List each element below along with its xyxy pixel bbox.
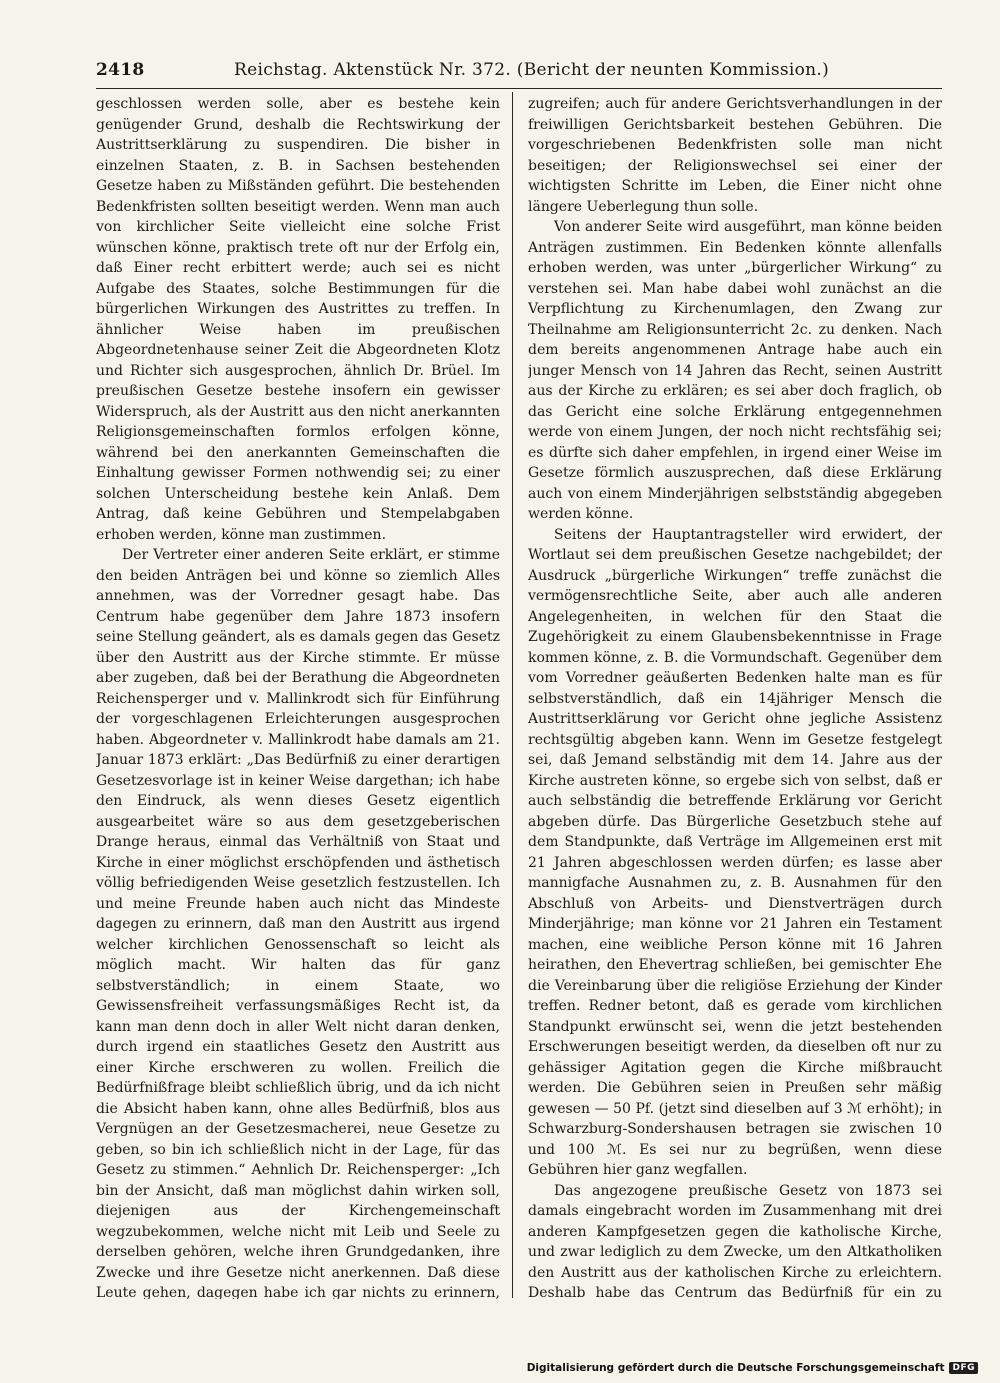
- right-column: [528, 94, 942, 1299]
- running-head: Reichstag. Aktenstück Nr. 372. (Bericht der neunten Kommission.): [234, 60, 830, 80]
- page-header: [96, 60, 942, 86]
- paragraph: Der Vertreter einer anderen Seite erklärt, er stimme den beiden Anträgen bei und könne so ziemlich Alles annehmen, was der Vorredner gesagt habe. Das Centrum habe gegenüber dem Jahre 1873 insofern seine Stellung geändert, als es damals gegen das Gesetz über den Austritt aus der Kirche stimmte. Er müsse aber zugeben, daß bei der Berathung die Abgeordneten Reichensperger und v. Mallinkrodt sich für Einführung der vorgeschlagenen Erleichterungen ausgesprochen haben. Abgeordneter v. Mallinkrodt habe damals am 21. Januar 1873 erklärt: „Das Bedürfniß zu einer derartigen Gesetzesvorlage ist in keiner Weise dargethan; ich habe den Eindruck, als wenn dieses Gesetz eigentlich ausgearbeitet wäre so aus dem gesetzgeberischen Drange heraus, einmal das Verhältniß von Staat und Kirche in einer möglichst erschöpfenden und ästhetisch völlig befriedigenden Weise gesetzlich festzustellen. Ich und meine Freunde haben auch nicht das Mindeste dagegen zu erinnern, daß man den Austritt aus irgend welcher kirchlichen Genossenschaft so leicht als möglich macht. Wir halten das für ganz selbstverständlich; in einem Staate, wo Gewissensfreiheit verfassungsmäßiges Recht ist, da kann man denn doch in aller Welt nicht daran denken, durch irgend ein staatliches Gesetz den Austritt aus einer Kirche erschweren zu wollen. Freilich die Bedürfnißfrage bleibt schließlich übrig, und da ich nicht die Absicht haben kann, ohne alles Bedürfniß, blos aus Vergnügen an der Gesetzesmacherei, neue Gesetze zu geben, so bin ich schließlich nicht in der Lage, für das Gesetz zu stimmen.“ Aehnlich Dr. Reichensperger: „Ich bin der Ansicht, daß man möglichst dahin wirken soll, diejenigen aus der Kirchengemeinschaft wegzubekommen, welche nicht mit Leib und Seele zu derselben gehören, welche ihren Grundgedanken, ihre Zwecke und ihre Gesetze nicht anerkennen. Daß diese Leute gehen, dagegen habe ich gar nichts zu erinnern,: [96, 547, 500, 1299]
- paragraph: Seitens der Hauptantragsteller wird erwidert, der Wortlaut sei dem preußischen Gesetze nachgebildet; der Ausdruck „bürgerliche Wirkungen“ treffe zunächst die vermögensrechtliche Seite, aber auch alle anderen Angelegenheiten, in welchen für den Staat die Zugehörigkeit zu einem Glaubensbekenntnisse in Frage kommen könne, z. B. die Vormundschaft. Gegenüber dem vom Vorredner geäußerten Bedenken halte man es für selbstverständlich, daß ein 14jähriger Mensch die Austrittserklärung vor Gericht ohne jegliche Assistenz rechtsgültig abgeben kann. Wenn im Gesetze festgelegt sei, daß Jemand selbständig mit dem 14. Jahre aus der Kirche austreten könne, so ergebe sich von selbst, daß er auch selbständig die betreffende Erklärung vor Gericht abgeben dürfe. Das Bürgerliche Gesetzbuch stehe auf dem Standpunkte, daß Verträge im Allgemeinen erst mit 21 Jahren abgeschlossen werden dürfen; es lasse aber mannigfache Ausnahmen zu, z. B. Ausnahmen für den Abschluß von Arbeits- und Dienstverträgen durch Minderjährige; man könne vor 21 Jahren ein Testament machen, eine weibliche Person könne mit 16 Jahren heirathen, den Ehevertrag schließen, bei gemischter Ehe die Vereinbarung über die religiöse Erziehung der Kinder treffen. Redner betont, daß es gerade vom kirchlichen Standpunkt erwünscht sei, wenn die jetzt bestehenden Erschwerungen beseitigt werden, da dieselben oft nur zu gehässiger Agitation gegen die Kirche mißbraucht werden. Die Gebühren seien in Preußen sehr mäßig gewesen — 50 Pf. (jetzt sind dieselben auf 3 ℳ erhöht); in Schwarzburg-Sondershausen betragen sie zwischen 10 und 100 ℳ. Es sei nur zu begrüßen, wenn diese Gebühren hier ganz wegfallen.: [528, 526, 942, 1178]
- dfg-logo: DFG: [949, 1362, 978, 1374]
- credit-text: Digitalisierung gefördert durch die Deutsche Forschungsgemeinschaft: [526, 1362, 945, 1374]
- column-divider: [512, 92, 513, 1298]
- page-number: 2418: [96, 60, 145, 80]
- paragraph: geschlossen werden solle, aber es bestehe kein genügender Grund, deshalb die Rechtswirkung der Austrittserklärung zu suspendiren. Die bisher in einzelnen Staaten, z. B. in Sachsen bestehenden Gesetze haben zu Mißständen geführt. Die bestehenden Bedenkfristen sollten beseitigt werden. Wenn man auch von kirchlicher Seite vielleicht eine solche Frist wünschen könne, praktisch trete oft nur der Erfolg ein, daß Einer recht erbittert werde; auch sei es nicht Aufgabe des Staates, solche Bestimmungen für die bürgerlichen Wirkungen des Austrittes zu treffen. In ähnlicher Weise haben im preußischen Abgeordnetenhause seiner Zeit die Abgeordneten Klotz und Richter sich ausgesprochen, ähnlich Dr. Brüel. Im preußischen Gesetze bestehe insofern ein gewisser Widerspruch, als der Austritt aus den nicht anerkannten Religionsgemeinschaften formlos erfolgen könne, während bei den anerkannten Gemeinschaften die Einhaltung gewisser Formen nothwendig sei; zu einer solchen Unterscheidung bestehe kein Anlaß. Dem Antrag, daß keine Gebühren und Stempelabgaben erhoben werden, könne man zustimmen.: [96, 96, 500, 543]
- paragraph: Das angezogene preußische Gesetz von 1873 sei damals eingebracht worden im Zusammenhang mit drei anderen Kampfgesetzen gegen die katholische Kirche, und zwar lediglich zu dem Zwecke, um den Altkatholiken den Austritt aus der katholischen Kirche zu erleichtern. Deshalb habe das Centrum das Bedürfniß für ein zu: [528, 1182, 942, 1299]
- left-column: [96, 94, 500, 1299]
- digitization-credit: [527, 1362, 978, 1374]
- header-rule: [96, 88, 942, 89]
- paragraph: Von anderer Seite wird ausgeführt, man könne beiden Anträgen zustimmen. Ein Bedenken könnte allenfalls erhoben werden, was unter „bürgerlicher Wirkung“ zu verstehen sei. Man habe dabei wohl zunächst an die Verpflichtung zu Kirchenumlagen, den Zwang zur Theilnahme am Religionsunterricht 2c. zu denken. Nach dem bereits angenommenen Antrage habe auch ein junger Mensch von 14 Jahren das Recht, seinen Austritt aus der Kirche zu erklären; es sei aber doch fraglich, ob das Gericht eine solche Erklärung entgegennehmen werde von einem Jungen, der noch nicht rechtsfähig sei; es dürfte sich daher empfehlen, in irgend einer Weise im Gesetze förmlich auszusprechen, daß diese Erklärung auch von einem Minderjährigen selbstständig abgegeben werden könne.: [528, 219, 942, 522]
- paragraph: zugreifen; auch für andere Gerichtsverhandlungen in der freiwilligen Gerichtsbarkeit bestehen Gebühren. Die vorgeschriebenen Bedenkfristen solle man nicht beseitigen; der Religionswechsel sei einer der wichtigsten Schritte im Leben, die Einer nicht ohne längere Ueberlegung thun solle.: [528, 96, 942, 215]
